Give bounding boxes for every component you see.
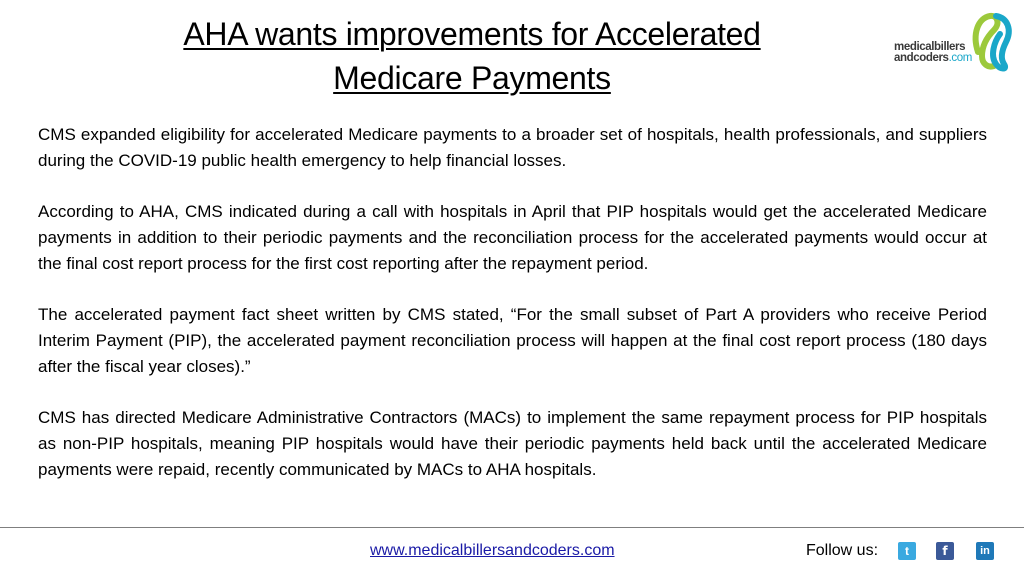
paragraph-1: CMS expanded eligibility for accelerated Medicare payments to a broader set of hospitals, health professionals, and suppliers during the COVID-19 public health emergency to help financial losses. xyxy=(38,125,987,170)
linkedin-icon[interactable]: in xyxy=(976,542,994,560)
paragraph-3: The accelerated payment fact sheet written by CMS stated, “For the small subset of Part A providers who receive Period Interim Payment (PIP), the accelerated payment reconciliation process will happen at the final cost report process (180 days after the fiscal year closes).” xyxy=(38,305,987,376)
logo-line-2 xyxy=(894,53,972,64)
facebook-icon[interactable]: f xyxy=(936,542,954,560)
website-link[interactable]: www.medicalbillersandcoders.com xyxy=(370,542,615,559)
company-logo xyxy=(890,12,1014,72)
twitter-icon[interactable]: t xyxy=(898,542,916,560)
footer-divider xyxy=(0,527,1024,528)
page-title-line-2: Medicare Payments xyxy=(333,60,611,96)
paragraph-2: According to AHA, CMS indicated during a call with hospitals in April that PIP hospitals would get the accelerated Medicare payments in addition to their periodic payments and the reconciliation process for the accelerated payments would occur at the final cost report process for the first cost reporting after the repayment period. xyxy=(38,202,987,273)
page-title xyxy=(112,12,832,100)
follow-us-label: Follow us: xyxy=(806,542,879,559)
page-title-line-1: AHA wants improvements for Accelerated xyxy=(183,16,761,52)
article-body xyxy=(38,122,987,508)
logo-line-2-suffix: .com xyxy=(948,52,972,64)
logo-line-1: medicalbillers xyxy=(894,41,966,53)
paragraph-4: CMS has directed Medicare Administrative Contractors (MACs) to implement the same repayment process for PIP hospitals as non-PIP hospitals, meaning PIP hospitals would have their periodic payments held back until the accelerated Medicare payments were repaid, recently communicated by MACs to AHA hospitals. xyxy=(38,408,987,479)
logo-line-2-main: andcoders xyxy=(894,52,949,64)
logo-wordmark xyxy=(894,42,972,64)
